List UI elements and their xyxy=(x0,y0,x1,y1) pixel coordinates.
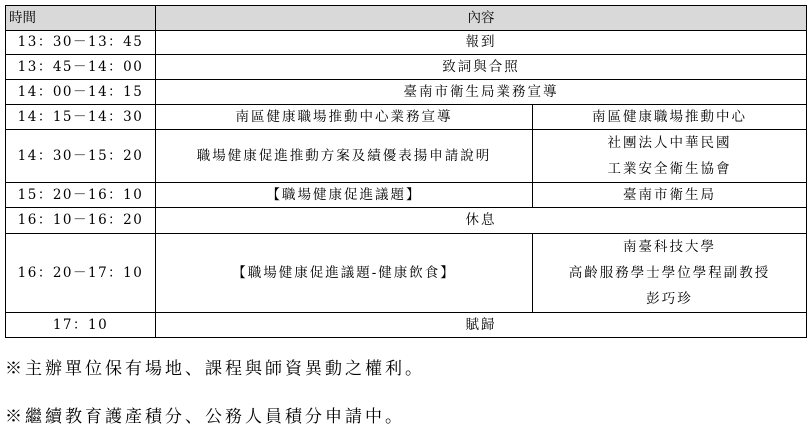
time-cell: 17：10 xyxy=(6,313,156,338)
time-cell: 16：20－17：10 xyxy=(6,234,156,313)
time-cell: 14：15－14：30 xyxy=(6,105,156,130)
time-cell: 14：00－14：15 xyxy=(6,80,156,105)
content-cell: 賦歸 xyxy=(156,313,807,338)
note-venue-rights: ※主辦單位保有場地、課程與師資異動之權利。 xyxy=(5,359,425,379)
table-row xyxy=(6,183,807,208)
speaker-line: 工業安全衛生協會 xyxy=(607,161,732,177)
speaker-line: 高齡服務學士學位學程副教授 xyxy=(568,265,771,281)
table-row xyxy=(6,130,807,183)
table-row xyxy=(6,105,807,130)
content-cell: 致詞與合照 xyxy=(156,55,807,80)
time-cell: 13：30－13：45 xyxy=(6,31,156,55)
speaker-cell: 南區健康職場推動中心 xyxy=(533,105,807,130)
time-cell: 13：45－14：00 xyxy=(6,55,156,80)
table-row xyxy=(6,55,807,80)
time-cell: 16：10－16：20 xyxy=(6,208,156,234)
topic-cell: 南區健康職場推動中心業務宣導 xyxy=(156,105,533,130)
agenda-table xyxy=(5,5,807,338)
speaker-cell: 臺南市衛生局 xyxy=(533,183,807,208)
speaker-line: 彭巧珍 xyxy=(646,291,693,307)
topic-cell: 職場健康促進推動方案及績優表揚申請說明 xyxy=(156,130,533,183)
time-cell: 15：20－16：10 xyxy=(6,183,156,208)
speaker-line: 社團法人中華民國 xyxy=(607,135,732,151)
table-row xyxy=(6,313,807,338)
note-credits: ※繼續教育護產積分、公務人員積分申請中。 xyxy=(5,407,405,427)
speaker-cell xyxy=(533,130,807,183)
time-column-header: 時間 xyxy=(6,6,156,31)
topic-cell: 【職場健康促進議題】 xyxy=(156,183,533,208)
table-row xyxy=(6,234,807,313)
table-row xyxy=(6,208,807,234)
table-row xyxy=(6,80,807,105)
content-column-header: 內容 xyxy=(156,6,807,31)
content-cell: 報到 xyxy=(156,31,807,55)
topic-cell: 【職場健康促進議題-健康飲食】 xyxy=(156,234,533,313)
speaker-line: 南臺科技大學 xyxy=(623,239,716,255)
content-cell: 休息 xyxy=(156,208,807,234)
time-cell: 14：30－15：20 xyxy=(6,130,156,183)
content-cell: 臺南市衛生局業務宣導 xyxy=(156,80,807,105)
table-header-row xyxy=(6,6,807,31)
speaker-cell xyxy=(533,234,807,313)
table-row xyxy=(6,31,807,55)
